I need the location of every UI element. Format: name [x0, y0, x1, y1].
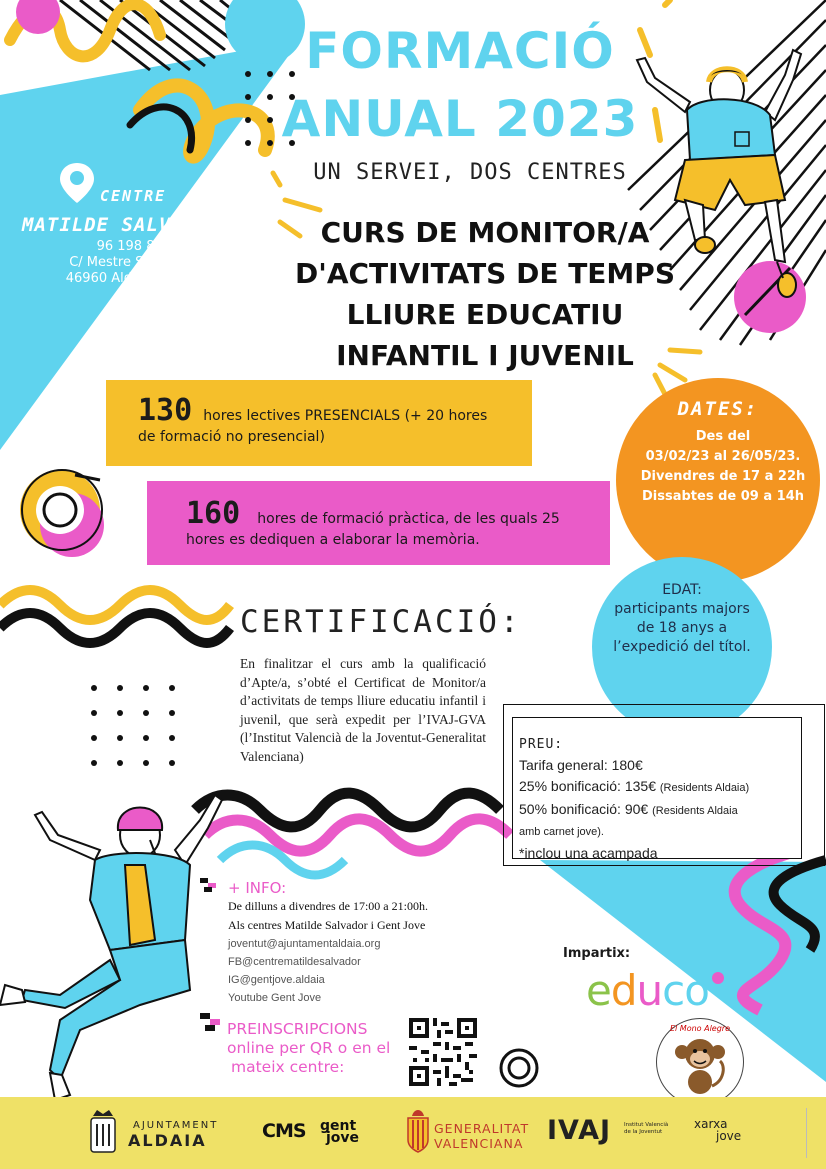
footer-xarxa-jove-logo [694, 1118, 741, 1142]
footer-xarxa-jove: jove [716, 1129, 742, 1143]
footer-ivaj-caption-line: Institut Valencià [624, 1122, 669, 1128]
practica-text-1: hores de formació pràctica, de les quals 25 [257, 511, 560, 527]
lectives-text-1: hores lectives PRESENCIALS (+ 20 hores [203, 408, 488, 424]
aldaia-shield-icon [90, 1110, 116, 1154]
jumping-girl-illustration [0, 790, 240, 1120]
age-details [592, 581, 772, 657]
dates-details [616, 427, 826, 507]
dates-line: Divendres de 17 a 22h [640, 469, 806, 484]
footer-generalitat [434, 1121, 529, 1151]
footer-cms-logo: CMS [262, 1120, 306, 1142]
price-25 [519, 776, 809, 799]
price-details [519, 734, 809, 864]
info-email[interactable]: joventut@ajuntamentaldaia.org [228, 938, 381, 950]
price-note: *inclou una acampada [519, 845, 658, 861]
footer-xarxa: xarxa [694, 1117, 728, 1131]
price-50-note: (Residents Aldaia [652, 805, 738, 817]
lectives-text-2: de formació no presencial) [138, 429, 325, 445]
title-line-1: FORMACIÓ [305, 22, 615, 80]
info-centres: Als centres Matilde Salvador i Gent Jove [228, 918, 426, 932]
age-line: participants majors [614, 601, 750, 617]
practica-text-2: hores es dediquen a elaborar la memòria. [186, 532, 480, 548]
preinscription-text [227, 1020, 390, 1077]
footer-generalitat-line: GENERALITAT [434, 1121, 530, 1136]
jumping-boy-illustration [625, 40, 805, 300]
footer-divider [806, 1108, 807, 1158]
dates-title: DATES: [677, 398, 759, 420]
price-50-label: 50% bonificació: 90€ [519, 801, 649, 817]
centre-contact [52, 239, 228, 287]
title-line-2: ANUAL 2023 [281, 90, 639, 148]
price-title: PREU: [519, 737, 564, 752]
mono-alegre-label: El Mono Alegre [669, 1024, 731, 1033]
price-25-note: (Residents Aldaia) [659, 782, 750, 794]
monkey-icon [672, 1036, 728, 1096]
footer-generalitat-line: VALENCIANA [434, 1136, 524, 1151]
lectives-number: 130 [138, 393, 193, 428]
course-title-line: D'ACTIVITATS DE TEMPS [295, 257, 675, 290]
age-line: de 18 anys a [636, 620, 728, 636]
centre-label: CENTRE [100, 187, 167, 205]
pixel-icon [200, 878, 218, 892]
preinscription-line: PREINSCRIPCIONS [227, 1020, 368, 1038]
dates-line: Des del [695, 429, 751, 444]
info-facebook[interactable]: FB@centrematildesalvador [228, 956, 361, 968]
price-general: Tarifa general: 180€ [519, 757, 643, 773]
registered-icon [712, 972, 724, 984]
footer-gent: gent [320, 1118, 357, 1134]
pixel-icon [200, 1013, 222, 1031]
educo-logo: educo [586, 966, 709, 1015]
info-details [228, 897, 428, 1007]
practica-number: 160 [186, 496, 241, 531]
certification-text: En finalitzar el curs amb la qualificació d’Apte/a, s’obté el Certificat de Monitor/a d’activitats de temps lliure educatiu infantil i juvenil, que serà expedit per l’IVAJ-GVA (l’Institut Valencià de la Joventut-Generalitat Valenciana) [240, 656, 486, 764]
course-title-line: INFANTIL I JUVENIL [336, 339, 634, 372]
practica-hours-text [186, 496, 586, 549]
qr-code[interactable] [409, 1018, 477, 1086]
footer-aldaia: ALDAIA [128, 1131, 207, 1150]
footer-ajuntament: AJUNTAMENT [133, 1120, 219, 1131]
preinscription-line: mateix centre: [231, 1058, 345, 1076]
info-instagram[interactable]: IG@gentjove.aldaia [228, 974, 325, 986]
subtitle: UN SERVEI, DOS CENTRES [313, 160, 627, 185]
centre-address: C/ Mestre Serrano, 42 [69, 255, 211, 270]
dates-line: Dissabtes de 09 a 14h [641, 489, 804, 504]
location-pin-icon [60, 163, 94, 203]
dates-line: 03/02/23 al 26/05/23. [645, 449, 801, 464]
centre-phone: 96 198 87 96 [96, 239, 184, 254]
impartix-label: Impartix: [563, 946, 631, 961]
info-title: + INFO: [228, 879, 287, 897]
preinscription-line: online per QR o en el [227, 1039, 391, 1057]
generalitat-shield-icon [406, 1108, 430, 1154]
price-50-note-2: amb carnet jove). [519, 826, 604, 838]
footer-jove: jove [326, 1130, 360, 1146]
info-hours: De dilluns a divendres de 17:00 a 21:00h. [228, 899, 428, 913]
footer-gent-jove-logo [320, 1120, 359, 1144]
course-title-line: LLIURE EDUCATIU [346, 298, 624, 331]
price-50 [519, 799, 809, 822]
course-title-line: CURS DE MONITOR/A [320, 216, 650, 249]
info-youtube[interactable]: Youtube Gent Jove [228, 992, 322, 1004]
centre-name: MATILDE SALVADOR [22, 214, 222, 236]
footer-ivaj-caption-line: de la Joventut [624, 1129, 663, 1135]
footer-ivaj-caption [624, 1122, 668, 1136]
price-25-label: 25% bonificació: 135€ [519, 778, 656, 794]
age-title: EDAT: [662, 582, 702, 598]
certification-title: CERTIFICACIÓ: [240, 604, 522, 640]
centre-city: 46960 Aldaia, València [65, 271, 215, 286]
lectives-hours-text [138, 393, 518, 446]
age-line: l’expedició del títol. [613, 639, 751, 655]
footer-ivaj-logo: IVAJ [547, 1115, 612, 1146]
